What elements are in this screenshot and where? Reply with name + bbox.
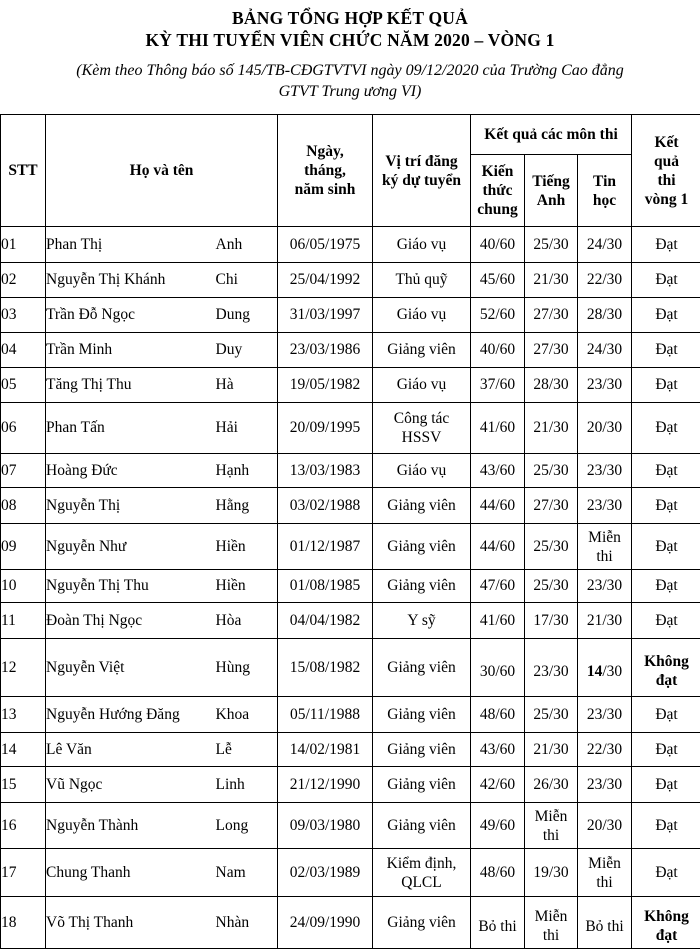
table-row: [1, 368, 700, 403]
document-title-line2: KỲ THI TUYỂN VIÊN CHỨC NĂM 2020 – VÒNG 1: [0, 30, 700, 51]
cell-dob: 03/02/1988: [278, 488, 373, 524]
table-row: [1, 603, 700, 639]
cell-dob: 04/04/1982: [278, 603, 373, 639]
cell-english: 21/30: [525, 403, 578, 454]
cell-given-name: Hạnh: [216, 454, 278, 488]
table-row: [1, 803, 700, 849]
cell-dob: 01/12/1987: [278, 524, 373, 570]
cell-family-name: Phan Tấn: [46, 403, 216, 454]
cell-position: Giảng viên: [373, 767, 471, 803]
cell-it: 23/30: [578, 488, 632, 524]
cell-it: 23/30: [578, 368, 632, 403]
cell-given-name: Hiền: [216, 524, 278, 570]
cell-position: Giảng viên: [373, 524, 471, 570]
cell-stt: 05: [1, 368, 46, 403]
cell-dob: 01/08/1985: [278, 570, 373, 603]
cell-family-name: Võ Thị Thanh: [46, 897, 216, 949]
cell-result: Đạt: [632, 603, 700, 639]
cell-english: 25/30: [525, 697, 578, 733]
cell-general: 44/60: [471, 524, 525, 570]
cell-stt: 12: [1, 639, 46, 697]
cell-given-name: Nam: [216, 849, 278, 897]
cell-result: Đạt: [632, 298, 700, 333]
cell-it: 20/30: [578, 403, 632, 454]
cell-result: Đạt: [632, 263, 700, 298]
cell-position: Giáo vụ: [373, 298, 471, 333]
cell-stt: 01: [1, 227, 46, 263]
cell-position: Giảng viên: [373, 639, 471, 697]
cell-english: Miễn thi: [525, 803, 578, 849]
cell-position: Giảng viên: [373, 897, 471, 949]
cell-it: 23/30: [578, 767, 632, 803]
cell-position: Giảng viên: [373, 488, 471, 524]
cell-family-name: Chung Thanh: [46, 849, 216, 897]
cell-stt: 08: [1, 488, 46, 524]
cell-given-name: Chi: [216, 263, 278, 298]
cell-given-name: Lễ: [216, 733, 278, 767]
cell-english: 21/30: [525, 263, 578, 298]
cell-given-name: Dung: [216, 298, 278, 333]
cell-general: 47/60: [471, 570, 525, 603]
cell-position: Giảng viên: [373, 803, 471, 849]
cell-english: 17/30: [525, 603, 578, 639]
cell-it: 24/30: [578, 333, 632, 368]
cell-result: Đạt: [632, 733, 700, 767]
table-row: [1, 298, 700, 333]
cell-position: Giảng viên: [373, 733, 471, 767]
cell-english: 25/30: [525, 524, 578, 570]
table-row: [1, 767, 700, 803]
cell-position: Kiểm định, QLCL: [373, 849, 471, 897]
cell-given-name: Hùng: [216, 639, 278, 697]
cell-result: Đạt: [632, 454, 700, 488]
table-row: [1, 897, 700, 949]
cell-result: Không đạt: [632, 897, 700, 949]
cell-english: 28/30: [525, 368, 578, 403]
table-row: [1, 333, 700, 368]
cell-family-name: Đoàn Thị Ngọc: [46, 603, 216, 639]
document-title-line1: BẢNG TỔNG HỢP KẾT QUẢ: [0, 8, 700, 29]
cell-family-name: Phan Thị: [46, 227, 216, 263]
cell-general: 37/60: [471, 368, 525, 403]
header-name: Họ và tên: [46, 115, 278, 227]
cell-position: Thủ quỹ: [373, 263, 471, 298]
cell-dob: 05/11/1988: [278, 697, 373, 733]
cell-english: 26/30: [525, 767, 578, 803]
cell-dob: 14/02/1981: [278, 733, 373, 767]
cell-result: Đạt: [632, 524, 700, 570]
table-row: [1, 733, 700, 767]
cell-dob: 19/05/1982: [278, 368, 373, 403]
cell-general: 52/60: [471, 298, 525, 333]
cell-it: Miễn thi: [578, 524, 632, 570]
cell-stt: 02: [1, 263, 46, 298]
cell-stt: 04: [1, 333, 46, 368]
header-results-group: Kết quả các môn thi: [471, 115, 632, 155]
header-round-result: Kết quả thi vòng 1: [632, 115, 700, 227]
cell-english: 27/30: [525, 333, 578, 368]
cell-stt: 11: [1, 603, 46, 639]
cell-stt: 09: [1, 524, 46, 570]
cell-result: Đạt: [632, 368, 700, 403]
cell-result: Đạt: [632, 570, 700, 603]
cell-english: Miễn thi: [525, 897, 578, 949]
cell-general: 43/60: [471, 733, 525, 767]
cell-english: 21/30: [525, 733, 578, 767]
cell-result: Không đạt: [632, 639, 700, 697]
cell-general: Bỏ thi: [471, 897, 525, 949]
cell-dob: 13/03/1983: [278, 454, 373, 488]
table-row: [1, 488, 700, 524]
cell-position: Y sỹ: [373, 603, 471, 639]
cell-general: 48/60: [471, 849, 525, 897]
cell-it: Bỏ thi: [578, 897, 632, 949]
cell-given-name: Hằng: [216, 488, 278, 524]
cell-general: 48/60: [471, 697, 525, 733]
cell-stt: 07: [1, 454, 46, 488]
cell-result: Đạt: [632, 803, 700, 849]
cell-family-name: Trần Minh: [46, 333, 216, 368]
cell-stt: 10: [1, 570, 46, 603]
cell-dob: 23/03/1986: [278, 333, 373, 368]
table-row: [1, 454, 700, 488]
cell-position: Giảng viên: [373, 570, 471, 603]
cell-general: 49/60: [471, 803, 525, 849]
cell-family-name: Trần Đỗ Ngọc: [46, 298, 216, 333]
cell-it: 20/30: [578, 803, 632, 849]
table-row: [1, 403, 700, 454]
cell-general: 44/60: [471, 488, 525, 524]
cell-dob: 20/09/1995: [278, 403, 373, 454]
cell-it: 22/30: [578, 733, 632, 767]
cell-dob: 24/09/1990: [278, 897, 373, 949]
cell-it: Miễn thi: [578, 849, 632, 897]
cell-dob: 09/03/1980: [278, 803, 373, 849]
header-english: Tiếng Anh: [525, 155, 578, 227]
cell-family-name: Nguyễn Thành: [46, 803, 216, 849]
cell-it: 22/30: [578, 263, 632, 298]
cell-position: Giảng viên: [373, 697, 471, 733]
cell-family-name: Nguyễn Hướng Đăng: [46, 697, 216, 733]
header-it: Tin học: [578, 155, 632, 227]
cell-family-name: Lê Văn: [46, 733, 216, 767]
cell-stt: 16: [1, 803, 46, 849]
cell-general: 40/60: [471, 227, 525, 263]
cell-family-name: Vũ Ngọc: [46, 767, 216, 803]
cell-given-name: Hòa: [216, 603, 278, 639]
table-row: [1, 849, 700, 897]
cell-it: 24/30: [578, 227, 632, 263]
table-body: [1, 227, 700, 949]
cell-position: Giáo vụ: [373, 368, 471, 403]
cell-stt: 06: [1, 403, 46, 454]
cell-stt: 18: [1, 897, 46, 949]
cell-family-name: Nguyễn Thị Khánh: [46, 263, 216, 298]
cell-english: 25/30: [525, 570, 578, 603]
cell-result: Đạt: [632, 767, 700, 803]
results-table: [0, 114, 700, 949]
cell-general: 40/60: [471, 333, 525, 368]
cell-general: 41/60: [471, 403, 525, 454]
cell-stt: 14: [1, 733, 46, 767]
cell-it: 23/30: [578, 570, 632, 603]
cell-position: Giáo vụ: [373, 227, 471, 263]
cell-given-name: Anh: [216, 227, 278, 263]
cell-given-name: Hiền: [216, 570, 278, 603]
table-row: [1, 570, 700, 603]
cell-result: Đạt: [632, 488, 700, 524]
cell-it: 23/30: [578, 454, 632, 488]
cell-family-name: Hoàng Đức: [46, 454, 216, 488]
header-position: Vị trí đăng ký dự tuyển: [373, 115, 471, 227]
cell-it: 21/30: [578, 603, 632, 639]
cell-result: Đạt: [632, 697, 700, 733]
cell-general: 45/60: [471, 263, 525, 298]
cell-dob: 15/08/1982: [278, 639, 373, 697]
cell-general: 30/60: [471, 639, 525, 697]
cell-general: 41/60: [471, 603, 525, 639]
cell-general: 42/60: [471, 767, 525, 803]
table-row: [1, 227, 700, 263]
cell-dob: 06/05/1975: [278, 227, 373, 263]
table-row: [1, 639, 700, 697]
cell-position: Giảng viên: [373, 333, 471, 368]
cell-english: 27/30: [525, 298, 578, 333]
cell-family-name: Nguyễn Như: [46, 524, 216, 570]
cell-dob: 02/03/1989: [278, 849, 373, 897]
cell-english: 23/30: [525, 639, 578, 697]
cell-given-name: Nhàn: [216, 897, 278, 949]
cell-it: 23/30: [578, 697, 632, 733]
document-subtitle-line2: GTVT Trung ương VI): [0, 83, 700, 101]
cell-english: 25/30: [525, 454, 578, 488]
cell-dob: 31/03/1997: [278, 298, 373, 333]
cell-stt: 17: [1, 849, 46, 897]
cell-given-name: Hải: [216, 403, 278, 454]
cell-family-name: Tăng Thị Thu: [46, 368, 216, 403]
cell-given-name: Long: [216, 803, 278, 849]
cell-stt: 15: [1, 767, 46, 803]
header-stt: STT: [1, 115, 46, 227]
cell-family-name: Nguyễn Việt: [46, 639, 216, 697]
cell-result: Đạt: [632, 849, 700, 897]
cell-result: Đạt: [632, 333, 700, 368]
cell-stt: 13: [1, 697, 46, 733]
cell-position: Giáo vụ: [373, 454, 471, 488]
cell-given-name: Duy: [216, 333, 278, 368]
header-general: Kiến thức chung: [471, 155, 525, 227]
cell-english: 19/30: [525, 849, 578, 897]
cell-dob: 25/04/1992: [278, 263, 373, 298]
cell-stt: 03: [1, 298, 46, 333]
cell-english: 27/30: [525, 488, 578, 524]
cell-result: Đạt: [632, 227, 700, 263]
cell-it: 28/30: [578, 298, 632, 333]
cell-family-name: Nguyễn Thị: [46, 488, 216, 524]
cell-result: Đạt: [632, 403, 700, 454]
cell-it: 14/30: [578, 639, 632, 697]
cell-english: 25/30: [525, 227, 578, 263]
cell-given-name: Hà: [216, 368, 278, 403]
table-row: [1, 263, 700, 298]
cell-general: 43/60: [471, 454, 525, 488]
cell-position: Công tác HSSV: [373, 403, 471, 454]
table-header: [1, 115, 700, 227]
table-row: [1, 524, 700, 570]
cell-given-name: Khoa: [216, 697, 278, 733]
cell-dob: 21/12/1990: [278, 767, 373, 803]
table-row: [1, 697, 700, 733]
cell-family-name: Nguyễn Thị Thu: [46, 570, 216, 603]
document-subtitle-line1: (Kèm theo Thông báo số 145/TB-CĐGTVTVI ngày 09/12/2020 của Trường Cao đẳng: [0, 62, 700, 80]
header-dob: Ngày, tháng, năm sinh: [278, 115, 373, 227]
cell-given-name: Linh: [216, 767, 278, 803]
